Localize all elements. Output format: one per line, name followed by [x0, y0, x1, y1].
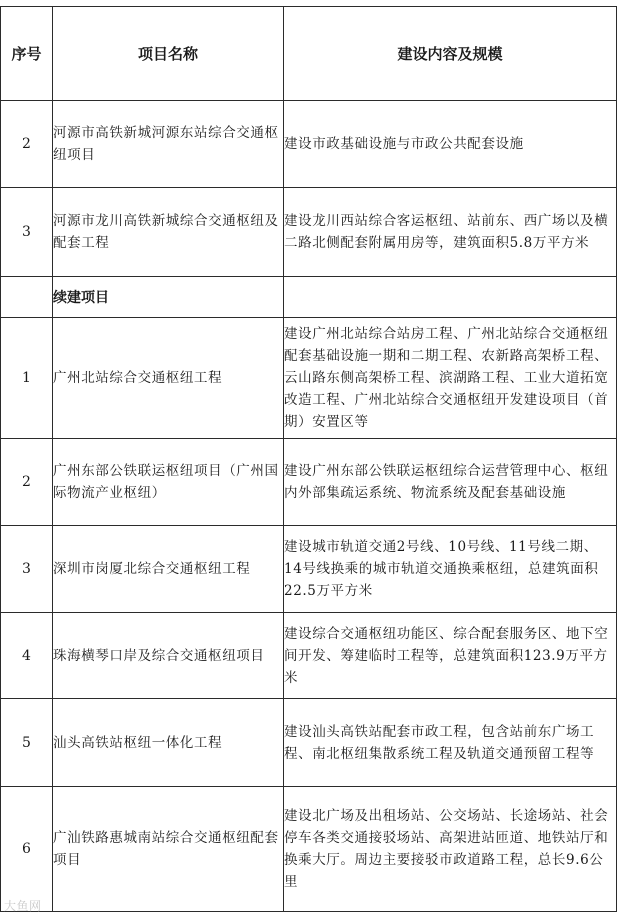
table-row	[1, 699, 617, 787]
row-number: 2	[1, 101, 53, 188]
section-description-cell	[284, 277, 617, 318]
row-number: 6	[1, 787, 53, 912]
project-name: 广州东部公铁联运枢纽项目（广州国际物流产业枢纽）	[53, 439, 284, 526]
project-description: 建设北广场及出租场站、公交场站、长途场站、社会停车各类交通接驳场站、高架进站匝道、地铁站厅和换乘大厅。周边主要接驳市政道路工程，总长9.6公里	[284, 787, 617, 912]
header-project-name: 项目名称	[53, 7, 284, 101]
row-number: 3	[1, 188, 53, 277]
row-number: 3	[1, 526, 53, 613]
project-description: 建设汕头高铁站配套市政工程，包含站前东广场工程、南北枢纽集散系统工程及轨道交通预留工程等	[284, 699, 617, 787]
table-row	[1, 318, 617, 439]
section-row	[1, 277, 617, 318]
project-name: 广州北站综合交通枢纽工程	[53, 318, 284, 439]
project-description: 建设龙川西站综合客运枢纽、站前东、西广场以及横二路北侧配套附属用房等，建筑面积5.8万平方米	[284, 188, 617, 277]
project-name: 深圳市岗厦北综合交通枢纽工程	[53, 526, 284, 613]
table-row	[1, 787, 617, 912]
watermark-logo: 大鱼网	[4, 899, 42, 913]
table-row	[1, 439, 617, 526]
project-description: 建设广州东部公铁联运枢纽综合运营管理中心、枢纽内外部集疏运系统、物流系统及配套基础设施	[284, 439, 617, 526]
header-construction-scope: 建设内容及规模	[284, 7, 617, 101]
project-description: 建设市政基础设施与市政公共配套设施	[284, 101, 617, 188]
project-name: 广汕铁路惠城南站综合交通枢纽配套项目	[53, 787, 284, 912]
header-serial-number: 序号	[1, 7, 53, 101]
project-description: 建设综合交通枢纽功能区、综合配套服务区、地下空间开发、筹建临时工程等，总建筑面积123.9万平方米	[284, 613, 617, 699]
table-row	[1, 526, 617, 613]
table-header-row	[1, 7, 617, 101]
project-description: 建设城市轨道交通2号线、10号线、11号线二期、14号线换乘的城市轨道交通换乘枢纽，总建筑面积22.5万平方米	[284, 526, 617, 613]
project-name: 汕头高铁站枢纽一体化工程	[53, 699, 284, 787]
section-heading: 续建项目	[53, 277, 284, 318]
table-row	[1, 101, 617, 188]
row-number: 1	[1, 318, 53, 439]
row-number: 4	[1, 613, 53, 699]
row-number: 2	[1, 439, 53, 526]
table-row	[1, 188, 617, 277]
project-name: 河源市高铁新城河源东站综合交通枢纽项目	[53, 101, 284, 188]
project-description: 建设广州北站综合站房工程、广州北站综合交通枢纽配套基础设施一期和二期工程、农新路高架桥工程、云山路东侧高架桥工程、滨湖路工程、工业大道拓宽改造工程、广州北站综合交通枢纽开发建设项目（首期）安置区等	[284, 318, 617, 439]
project-table	[0, 6, 617, 912]
project-name: 珠海横琴口岸及综合交通枢纽项目	[53, 613, 284, 699]
table-row	[1, 613, 617, 699]
project-name: 河源市龙川高铁新城综合交通枢纽及配套工程	[53, 188, 284, 277]
section-number-cell	[1, 277, 53, 318]
row-number: 5	[1, 699, 53, 787]
